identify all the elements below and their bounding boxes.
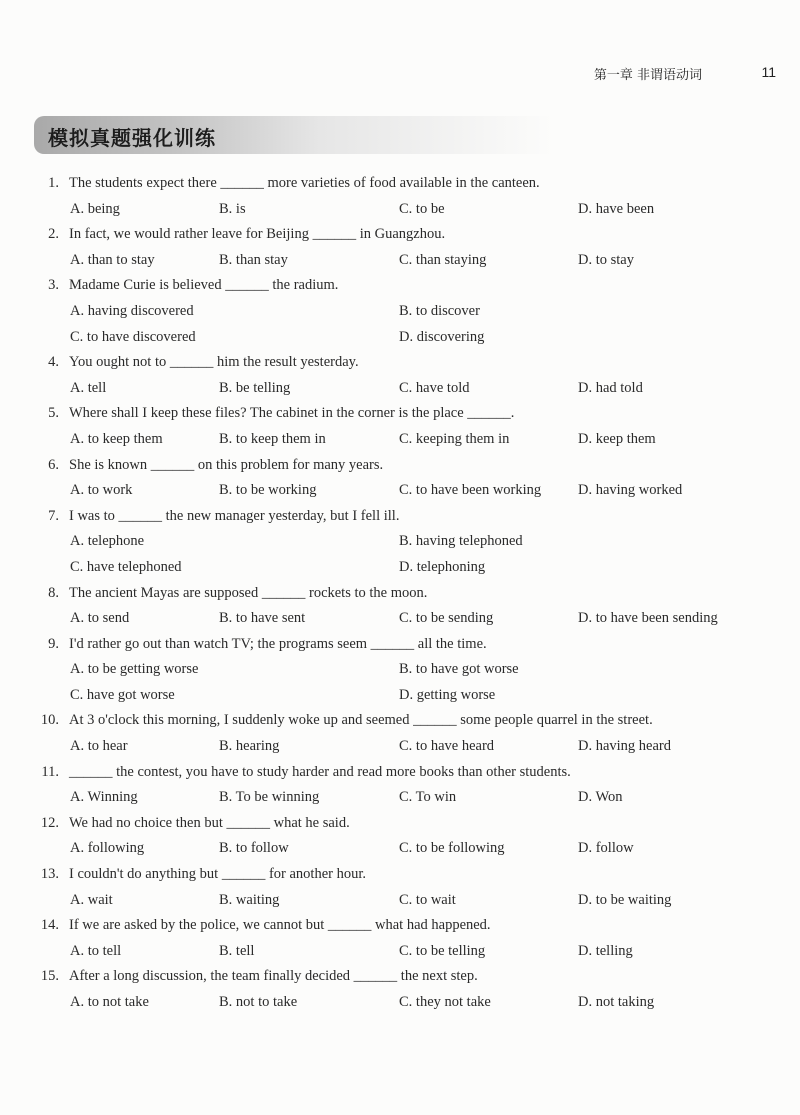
options-row [0, 939, 800, 965]
answer-option: C. To win [399, 789, 457, 806]
answer-option: D. having worked [578, 482, 683, 499]
options-row [0, 555, 800, 581]
answer-option: C. to have heard [399, 738, 495, 755]
answer-option: A. being [70, 200, 120, 217]
question-stem: If we are asked by the police, we cannot but ______ what had happened. [69, 917, 491, 934]
answer-option: B. having telephoned [399, 533, 523, 550]
answer-option: D. have been [578, 200, 655, 217]
question-number: 1. [48, 175, 59, 191]
answer-option: D. to be waiting [578, 891, 672, 908]
answer-option: A. telephone [70, 533, 145, 550]
question-stem-line [0, 273, 800, 299]
answer-option: D. to stay [578, 251, 634, 268]
question-stem: In fact, we would rather leave for Beijing ______ in Guangzhou. [69, 226, 446, 243]
answer-option: C. to wait [399, 891, 456, 908]
question-stem-line [0, 760, 800, 786]
answer-option: D. had told [578, 379, 643, 396]
answer-option: A. wait [70, 891, 113, 908]
question-stem: The ancient Mayas are supposed ______ rockets to the moon. [69, 584, 428, 601]
question-number: 6. [48, 456, 59, 473]
options-row [0, 606, 800, 632]
answer-option: B. not to take [219, 994, 298, 1010]
section-banner [34, 116, 554, 154]
answer-option: C. to be following [399, 840, 505, 857]
answer-option: B. To be winning [219, 789, 320, 806]
answer-option: A. Winning [70, 789, 138, 806]
answer-option: D. follow [578, 840, 634, 857]
question-number: 4. [48, 354, 59, 371]
question-number: 12. [40, 814, 59, 831]
answer-option: B. to follow [219, 840, 289, 857]
options-row [0, 657, 800, 683]
question-stem-line [0, 811, 800, 837]
question-list [0, 171, 800, 1016]
question-number: 5. [48, 405, 59, 422]
options-row [0, 734, 800, 760]
question-stem-line [0, 708, 800, 734]
answer-option: D. keep them [578, 430, 656, 447]
options-row [0, 836, 800, 862]
answer-option: B. is [219, 200, 246, 217]
question-stem-line [0, 862, 800, 888]
answer-option: A. tell [70, 379, 107, 396]
answer-option: D. telephoning [399, 558, 486, 575]
question-stem: We had no choice then but ______ what he said. [69, 814, 350, 831]
answer-option: A. to not take [70, 994, 149, 1010]
question-stem: She is known ______ on this problem for many years. [69, 456, 384, 473]
answer-option: B. to have sent [219, 610, 306, 627]
question-number: 3. [48, 277, 59, 294]
question-number: 14. [40, 917, 59, 934]
question-number: 8. [48, 584, 59, 601]
question-stem: I'd rather go out than watch TV; the programs seem ______ all the time. [69, 635, 487, 652]
answer-option: A. to tell [70, 942, 122, 959]
answer-option: C. keeping them in [399, 430, 510, 447]
question-stem-line [0, 964, 800, 990]
answer-option: D. telling [578, 942, 633, 959]
question-stem: Madame Curie is believed ______ the radium. [69, 277, 339, 294]
options-row [0, 376, 800, 402]
question-number: 13. [40, 866, 59, 883]
answer-option: C. to be sending [399, 610, 494, 627]
answer-option: A. to hear [70, 738, 128, 755]
options-row [0, 325, 800, 351]
options-row [0, 529, 800, 555]
answer-option: C. have telephoned [70, 558, 182, 575]
question-stem-line [0, 222, 800, 248]
question-number: 2. [48, 226, 59, 243]
answer-option: C. they not take [399, 994, 491, 1010]
answer-option: B. to be working [219, 482, 317, 499]
question-number: 11. [41, 763, 59, 780]
chapter-title: 第一章 非谓语动词 [593, 68, 702, 83]
answer-option: B. tell [219, 942, 255, 959]
question-stem: The students expect there ______ more varieties of food available in the canteen. [69, 175, 540, 191]
question-stem: Where shall I keep these files? The cabinet in the corner is the place ______. [69, 405, 515, 422]
question-stem-line [0, 171, 800, 197]
answer-option: A. than to stay [70, 251, 155, 268]
answer-option: B. waiting [219, 891, 280, 908]
question-stem-line [0, 504, 800, 530]
options-row [0, 683, 800, 709]
options-row [0, 990, 800, 1016]
running-header [0, 64, 800, 84]
question-number: 10. [40, 712, 59, 729]
question-stem-line [0, 401, 800, 427]
answer-option: B. to discover [399, 302, 480, 319]
question-number: 15. [40, 968, 59, 985]
answer-option: C. to have been working [399, 482, 542, 499]
question-stem: I was to ______ the new manager yesterday, but I fell ill. [69, 507, 400, 524]
answer-option: A. to work [70, 482, 133, 499]
answer-option: B. to have got worse [399, 661, 519, 678]
answer-option: B. hearing [219, 738, 280, 755]
question-stem: ______ the contest, you have to study harder and read more books than other students. [69, 763, 571, 780]
answer-option: A. to send [70, 610, 130, 627]
options-row [0, 299, 800, 325]
answer-option: C. have got worse [70, 686, 175, 703]
question-stem-line [0, 581, 800, 607]
answer-option: A. following [70, 840, 145, 857]
answer-option: C. to have discovered [70, 328, 196, 345]
options-row [0, 197, 800, 223]
answer-option: B. to keep them in [219, 430, 326, 447]
answer-option: D. having heard [578, 738, 672, 755]
question-number: 7. [48, 507, 59, 524]
question-stem: I couldn't do anything but ______ for another hour. [69, 866, 366, 883]
question-stem-line [0, 913, 800, 939]
options-row [0, 888, 800, 914]
answer-option: A. having discovered [70, 302, 194, 319]
answer-option: D. getting worse [399, 686, 496, 703]
answer-option: D. discovering [399, 328, 485, 345]
options-row [0, 248, 800, 274]
answer-option: A. to keep them [70, 430, 163, 447]
question-stem-line [0, 453, 800, 479]
options-row [0, 427, 800, 453]
answer-option: D. to have been sending [578, 610, 718, 627]
section-title: 模拟真题强化训练 [48, 126, 216, 150]
answer-option: D. Won [578, 789, 623, 806]
answer-option: C. have told [399, 379, 470, 396]
question-stem-line [0, 350, 800, 376]
question-number: 9. [48, 635, 59, 652]
answer-option: C. than staying [399, 251, 487, 268]
answer-option: D. not taking [578, 994, 655, 1010]
answer-option: C. to be telling [399, 942, 486, 959]
answer-option: B. than stay [219, 251, 288, 268]
question-stem-line [0, 632, 800, 658]
question-stem: After a long discussion, the team finally decided ______ the next step. [69, 968, 478, 985]
answer-option: B. be telling [219, 379, 291, 396]
options-row [0, 478, 800, 504]
options-row [0, 785, 800, 811]
answer-option: A. to be getting worse [70, 661, 199, 678]
page-number: 11 [761, 64, 776, 80]
answer-option: C. to be [399, 200, 445, 217]
question-stem: You ought not to ______ him the result yesterday. [69, 354, 359, 371]
question-stem: At 3 o'clock this morning, I suddenly woke up and seemed ______ some people quarrel in the street. [69, 712, 653, 729]
